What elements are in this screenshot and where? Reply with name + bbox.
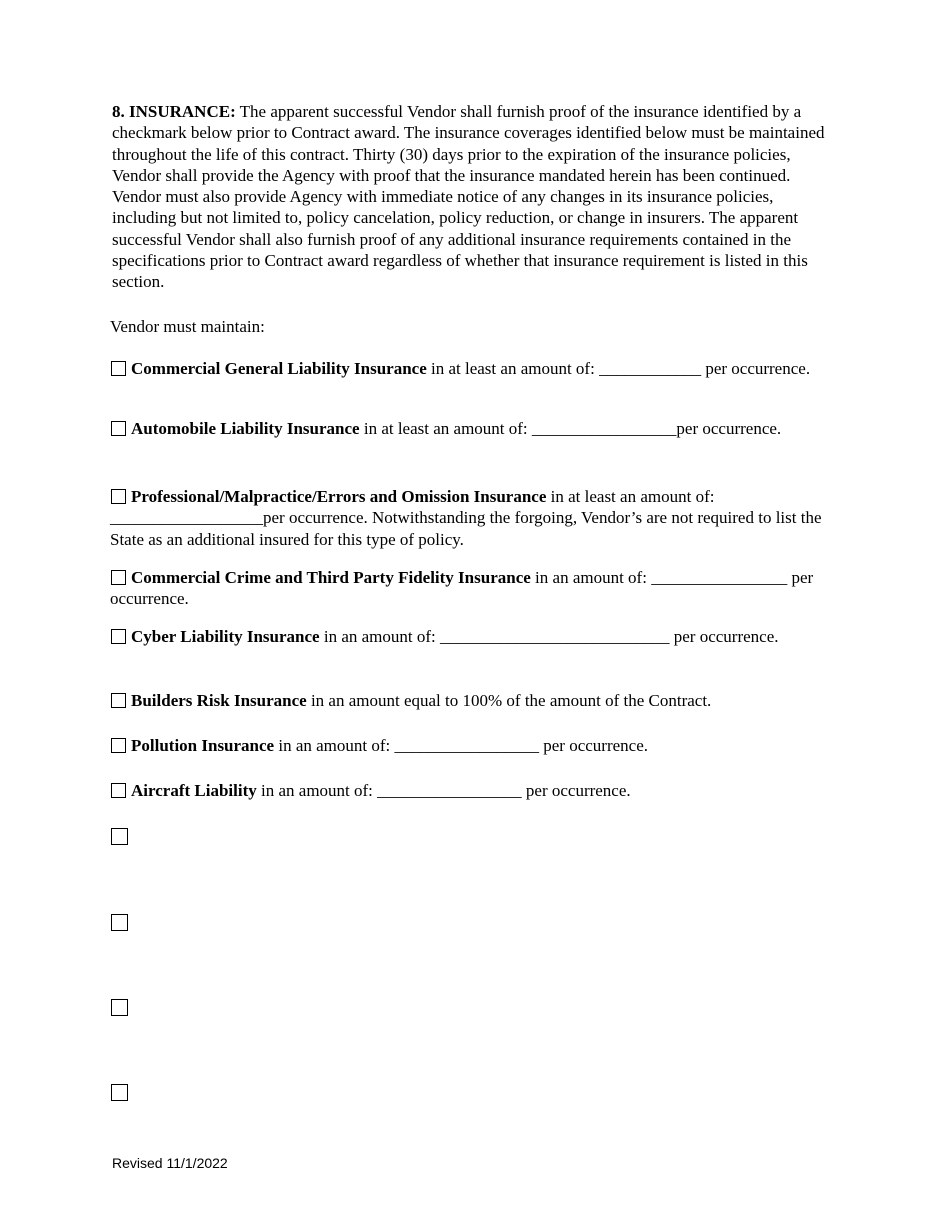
item-title: Aircraft Liability	[131, 781, 257, 800]
item-text: in at least an amount of: __________________per occurrence. Notwithstanding the forgoing, Vendor’s are not required to list the State as an additional insured for this type of policy.	[110, 487, 822, 549]
insurance-item-aircraft-liability	[110, 780, 840, 801]
item-text: in at least an amount of: _________________per occurrence.	[359, 419, 782, 438]
insurance-item-general-liability	[110, 358, 840, 379]
insurance-item-builders-risk	[110, 690, 840, 711]
blank-checkbox-2[interactable]	[111, 914, 128, 931]
item-title: Builders Risk Insurance	[131, 691, 307, 710]
checkbox[interactable]	[111, 421, 126, 436]
item-title: Commercial Crime and Third Party Fidelity Insurance	[131, 568, 531, 587]
vendor-must-maintain-label: Vendor must maintain:	[110, 317, 265, 336]
item-title: Professional/Malpractice/Errors and Omission Insurance	[131, 487, 547, 506]
insurance-item-pollution	[110, 735, 840, 756]
item-text: in an amount equal to 100% of the amount of the Contract.	[306, 691, 712, 710]
intro-text: The apparent successful Vendor shall furnish proof of the insurance identified by a checkmark below prior to Contract award. The insurance coverages identified below must be maintained throughout the life of this contract. Thirty (30) days prior to the expiration of the insurance policies, Vendor shall provide the Agency with proof that the insurance mandated herein has been continued. Vendor must also provide Agency with immediate notice of any changes in its insurance policies, including but not limited to, policy cancelation, policy reduction, or change in insurers. The apparent successful Vendor shall also furnish proof of any additional insurance requirements contained in the specifications prior to Contract award regardless of whether that insurance requirement is listed in this section.	[112, 102, 825, 292]
checkbox[interactable]	[111, 570, 126, 585]
revised-date: Revised 11/1/2022	[112, 1155, 228, 1171]
blank-checkbox-3[interactable]	[111, 999, 128, 1016]
insurance-item-commercial-crime	[110, 567, 840, 610]
item-text: in an amount of: ___________________________ per occurrence.	[319, 627, 779, 646]
blank-checkbox-4[interactable]	[111, 1084, 128, 1101]
item-title: Automobile Liability Insurance	[131, 419, 360, 438]
item-text: in at least an amount of: ____________ per occurrence.	[426, 359, 811, 378]
checkbox[interactable]	[111, 738, 126, 753]
checkbox[interactable]	[111, 361, 126, 376]
item-title: Pollution Insurance	[131, 736, 275, 755]
checkbox[interactable]	[111, 693, 126, 708]
item-title: Cyber Liability Insurance	[131, 627, 320, 646]
insurance-item-automobile-liability	[110, 418, 840, 439]
item-text: in an amount of: ________________ per occurrence.	[110, 568, 814, 609]
checkbox[interactable]	[111, 489, 126, 504]
section-heading: 8. INSURANCE:	[112, 102, 236, 121]
item-text: in an amount of: _________________ per occurrence.	[274, 736, 649, 755]
checkbox[interactable]	[111, 783, 126, 798]
insurance-item-professional-malpractice	[110, 486, 840, 550]
item-title: Commercial General Liability Insurance	[131, 359, 427, 378]
insurance-intro-paragraph	[112, 101, 832, 293]
blank-checkbox-1[interactable]	[111, 828, 128, 845]
checkbox[interactable]	[111, 629, 126, 644]
item-text: in an amount of: _________________ per occurrence.	[256, 781, 631, 800]
insurance-item-cyber-liability	[110, 626, 840, 647]
